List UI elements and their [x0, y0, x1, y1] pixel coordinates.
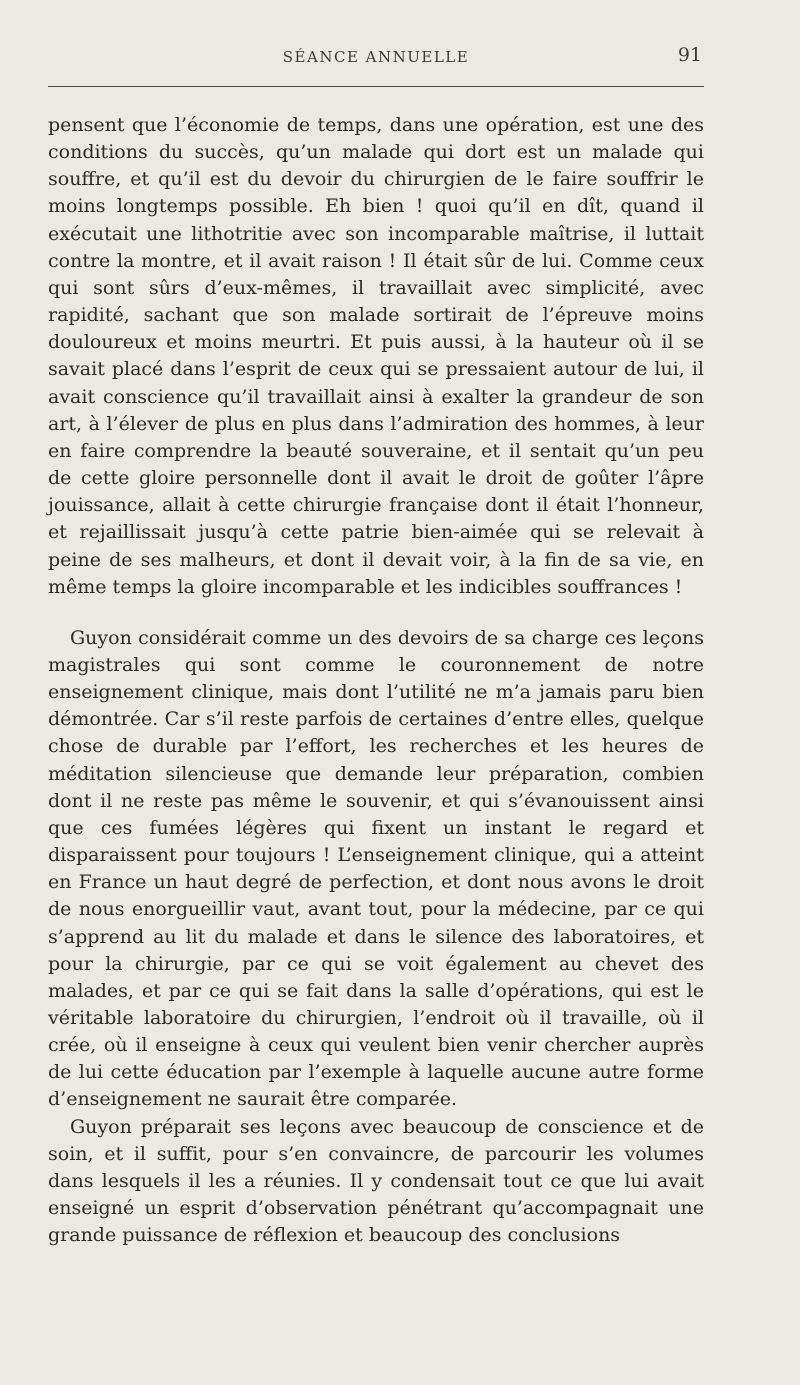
- paragraph-3: Guyon préparait ses leçons avec beaucoup de conscience et de soin, et il suffit, pour s’en convaincre, de parcourir les volumes dans lesquels il les a réunies. Il y condensait tout ce que lui avait enseigné un esprit d’observation pénétrant qu’accompagnait une grande puissance de réflexion et beaucoup des conclusions: [48, 1115, 704, 1247]
- body-text: [48, 112, 704, 1249]
- paragraph-1: pensent que l’économie de temps, dans une opération, est une des conditions du succès, qu’un malade qui dort est un malade qui souffre, et qu’il est du devoir du chirurgien de le faire souffrir le moins longtemps possible. Eh bien ! quoi qu’il en dît, quand il exécutait une lithotritie avec son incomparable maîtrise, il luttait contre la montre, et il avait raison ! Il était sûr de lui. Comme ceux qui sont sûrs d’eux-mêmes, il travaillait avec simplicité, avec rapidité, sachant que son malade sortirait de l’épreuve moins douloureux et moins meurtri. Et puis aussi, à la hauteur où il se savait placé dans l’esprit de ceux qui se pressaient autour de lui, il avait conscience qu’il travaillait ainsi à exalter la grandeur de son art, à l’élever de plus en plus dans l’admiration des hommes, à leur en faire comprendre la beauté souveraine, et il sentait qu’un peu de cette gloire personnelle dont il avait le droit de goûter l’âpre jouissance, allait à cette chirurgie française dont il était l’honneur, et rejaillissait jusqu’à cette patrie bien-aimée qui se relevait à peine de ses malheurs, et dont il devait voir, à la fin de sa vie, en même temps la gloire incomparable et les indicibles souffrances !: [48, 114, 704, 598]
- page-number: 91: [677, 44, 702, 66]
- page-header: [48, 44, 704, 74]
- paragraph-2: Guyon considérait comme un des devoirs de sa charge ces leçons magistrales qui sont comme le couronnement de notre enseignement clinique, mais dont l’utilité ne m’a jamais paru bien démontrée. Car s’il reste parfois de certaines d’entre elles, quelque chose de durable par l’effort, les recherches et les heures de méditation silencieuse que demande leur préparation, combien dont il ne reste pas même le souvenir, et qui s’évanouissent ainsi que ces fumées légères qui fixent un instant le regard et disparaissent pour toujours ! L’enseignement clinique, qui a atteint en France un haut degré de perfection, et dont nous avons le droit de nous enorgueillir vaut, avant tout, pour la médecine, par ce qui s’apprend au lit du malade et dans le silence des laboratoires, et pour la chirurgie, par ce qui se voit également au chevet des malades, et par ce qui se fait dans la salle d’opérations, qui est le véritable laboratoire du chirurgien, l’endroit où il travaille, où il crée, où il enseigne à ceux qui veulent bien venir chercher auprès de lui cette éducation par l’exemple à laquelle aucune autre forme d’enseignement ne saurait être comparée.: [48, 626, 704, 1111]
- running-title: SÉANCE ANNUELLE: [282, 48, 470, 66]
- header-rule: [48, 86, 704, 87]
